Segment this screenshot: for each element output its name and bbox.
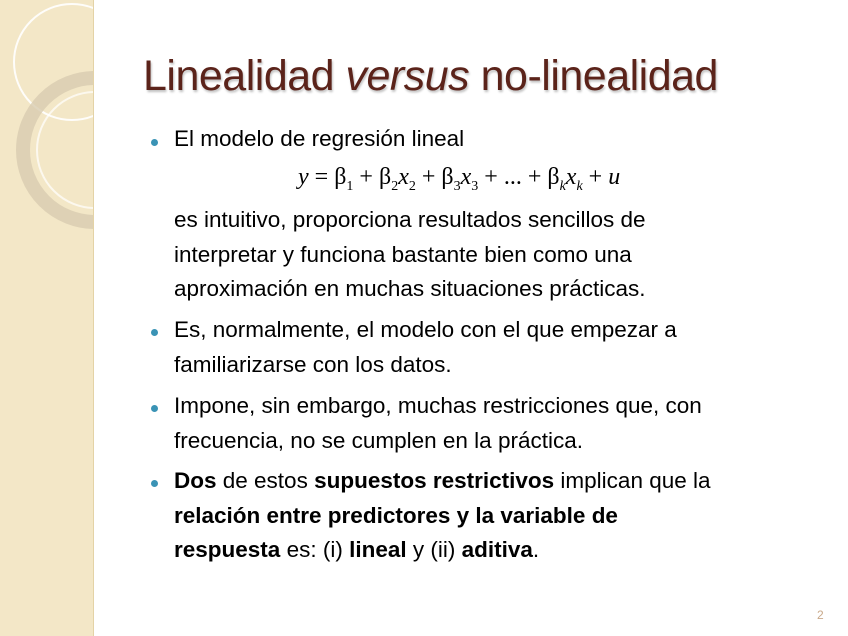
bullet-marker — [151, 139, 158, 146]
bullet-3-text: Impone, sin embargo, muchas restricciones que, con frecuencia, no se cumplen en la práctica. — [174, 393, 702, 453]
bullet-4-text: Dos de estos supuestos restrictivos implican que la relación entre predictores y la variable de respuesta es: (i) lineal y (ii) aditiva. — [174, 468, 711, 562]
decorative-sidebar — [0, 0, 94, 636]
bullet-marker — [151, 405, 158, 412]
bullet-marker — [151, 480, 158, 487]
bullet-2-text: Es, normalmente, el modelo con el que empezar a familiarizarse con los datos. — [174, 317, 677, 377]
decorative-circles-graphic — [0, 0, 93, 636]
bullet-1-continuation: es intuitivo, proporciona resultados sencillos de interpretar y funciona bastante bien como una aproximación en muchas situaciones prácticas. — [174, 207, 646, 301]
page-number: 2 — [817, 608, 824, 622]
bullet-marker — [151, 329, 158, 336]
regression-formula: $y = \beta_1 + \beta_2x_2 + \beta_3x_3$ + ... + $\beta_kx_k + u$ — [298, 164, 621, 194]
bullet-1-line: El modelo de regresión lineal — [174, 126, 465, 151]
slide-title: Linealidad versus no-linealidad — [143, 52, 718, 100]
